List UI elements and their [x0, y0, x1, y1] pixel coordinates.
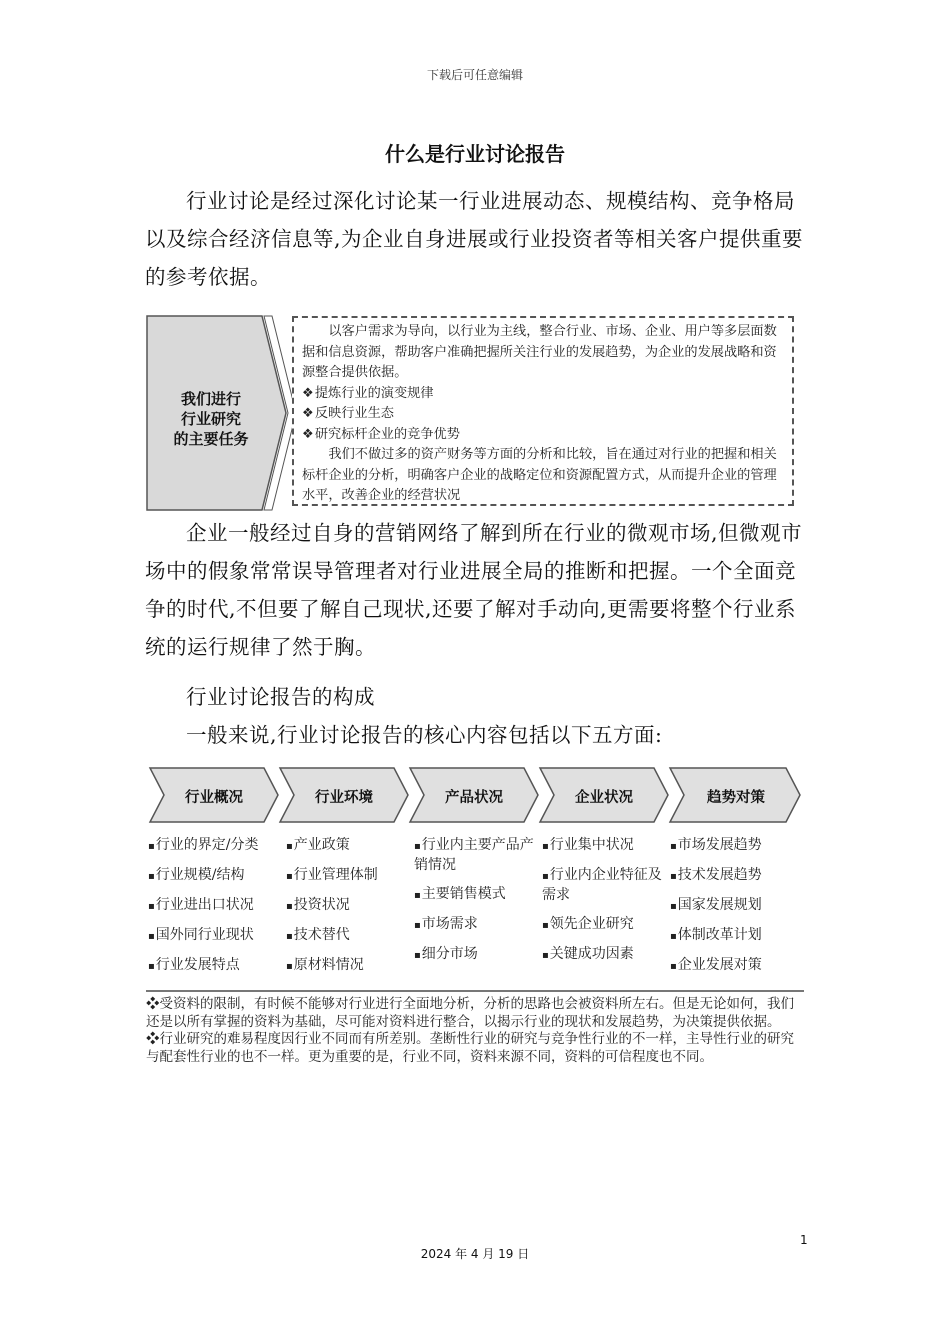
chevron-label: 趋势对策 — [707, 790, 765, 806]
list-item: ▪ 体制改革计划 — [670, 926, 802, 946]
page-footer-date: 2024 年 4 月 19 日 — [420, 1247, 530, 1261]
list-item: ▪ 行业规模/结构 — [148, 866, 282, 886]
list-item: ▪ 企业发展对策 — [670, 956, 802, 976]
list-item: ▪ 关键成功因素 — [542, 945, 666, 965]
list-item: ▪ 技术发展趋势 — [670, 866, 802, 886]
chevron-label: 企业状况 — [575, 790, 633, 806]
tasks-closing: 我们不做过多的资产财务等方面的分析和比较，旨在通过对行业的把握和相关标杆企业的分析，明确客户企业的战略定位和资源配置方式，从而提升企业的管理水平，改善企业的经营状况 — [302, 447, 777, 503]
arrow-label — [146, 389, 276, 449]
list-item: ▪ 原材料情况 — [286, 956, 410, 976]
list-item: ▪ 市场需求 — [414, 915, 536, 935]
research-tasks-figure — [146, 314, 800, 512]
list-item: ▪ 领先企业研究 — [542, 915, 666, 935]
list-item: ▪ 行业内企业特征及需求 — [542, 866, 666, 905]
tasks-intro: 以客户需求为导向，以行业为主线，整合行业、市场、企业、用户等多层面数据和信息资源，帮助客户准确把握所关注行业的发展趋势，为企业的发展战略和资源整合提供依据。 — [302, 324, 777, 380]
note-1: ❖受资料的限制，有时候不能够对行业进行全面地分析，分析的思路也会被资料所左右。但是无论如何，我们还是以所有掌握的资料为基础，尽可能对资料进行整合，以揭示行业的现状和发展趋势，为决策提供依据。 — [146, 996, 794, 1030]
chevron-label: 产品状况 — [445, 790, 503, 806]
list-item: ▪ 产业政策 — [286, 836, 410, 856]
column-environment — [286, 836, 410, 986]
figure-notes — [146, 990, 804, 1066]
column-overview — [148, 836, 282, 986]
list-item: ▪ 细分市场 — [414, 945, 536, 965]
list-item: ▪ 市场发展趋势 — [670, 836, 802, 856]
report-content-figure — [146, 764, 804, 1124]
list-item: ▪ 行业发展特点 — [148, 956, 282, 976]
column-products — [414, 836, 536, 975]
list-item: ▪ 行业内主要产品产销情况 — [414, 836, 536, 875]
arrow-line-2: 行业研究 — [180, 410, 241, 428]
chevron-label: 行业环境 — [315, 790, 373, 806]
list-item: ▪ 主要销售模式 — [414, 885, 536, 905]
document-title: 什么是行业讨论报告 — [385, 142, 565, 166]
list-item: ▪ 行业管理体制 — [286, 866, 410, 886]
tasks-text-box — [292, 316, 794, 506]
list-item: ▪ 国家发展规划 — [670, 896, 802, 916]
chevron-label: 行业概况 — [185, 790, 243, 806]
arrow-line-1: 我们进行 — [180, 390, 241, 408]
list-item: ▪ 行业的界定/分类 — [148, 836, 282, 856]
page-header: 下载后可任意编辑 — [426, 68, 523, 82]
column-enterprises — [542, 836, 666, 975]
paragraph-intro: 行业讨论是经过深化讨论某一行业进展动态、规模结构、竞争格局以及综合经济信息等,为企业自身进展或行业投资者等相关客户提供重要的参考依据。 — [145, 189, 804, 289]
paragraph-market: 企业一般经过自身的营销网络了解到所在行业的微观市场,但微观市场中的假象常常误导管理者对行业进展全局的推断和把握。一个全面竞争的时代,不但要了解自己现状,还要了解对手动向,更需要将整个行业系统的运行规律了然于胸。 — [145, 521, 803, 659]
list-item: ▪ 国外同行业现状 — [148, 926, 282, 946]
arrow-line-3: 的主要任务 — [173, 430, 249, 448]
paragraph-five-aspects: 一般来说,行业讨论报告的核心内容包括以下五方面: — [186, 723, 663, 747]
list-item: ▪ 投资状况 — [286, 896, 410, 916]
list-item: ▪ 技术替代 — [286, 926, 410, 946]
list-item: ▪ 行业集中状况 — [542, 836, 666, 856]
page-number: 1 — [800, 1233, 808, 1247]
paragraph-structure-heading: 行业讨论报告的构成 — [186, 685, 375, 709]
note-2: ❖行业研究的难易程度因行业不同而有所差别。垄断性行业的研究与竞争性行业的不一样，主导性行业的研究与配套性行业的也不一样。更为重要的是，行业不同，资料来源不同，资料的可信程度也不同。 — [146, 1031, 794, 1065]
task-bullet: ❖ 反映行业生态 — [302, 404, 784, 425]
task-bullet: ❖ 研究标杆企业的竞争优势 — [302, 425, 784, 446]
list-item: ▪ 行业进出口状况 — [148, 896, 282, 916]
task-bullet: ❖ 提炼行业的演变规律 — [302, 384, 784, 405]
column-trends — [670, 836, 802, 986]
